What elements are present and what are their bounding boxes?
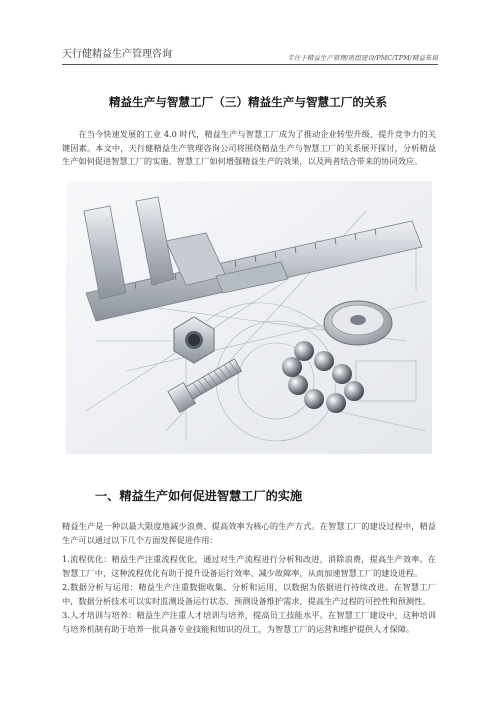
intro-paragraph: 在当今快速发展的工业 4.0 时代，精益生产与智慧工厂成为了推动企业转型升级、提升竞争力的关键因素。本文中，天行健精益生产管理咨询公司将围绕精益生产与智慧工厂的关系展开探讨，分析精益生产如何促进智慧工厂的实施、智慧工厂如何增强精益生产的效果，以及两者结合带来的协同效应。 [62, 129, 436, 166]
section-list [62, 553, 436, 637]
list-item: 1.流程优化：精益生产注重流程优化，通过对生产流程进行分析和改进，消除浪费，提高生产效率。在智慧工厂中，这种流程优化有助于提升设备运行效率、减少故障率，从而加速智慧工厂的建设进程。 [62, 554, 436, 578]
list-item: 3.人才培训与培养：精益生产注重人才培训与培养，提高员工技能水平。在智慧工厂建设中，这种培训与培养机制有助于培养一批具备专业技能和知识的员工，为智慧工厂的运营和维护提供人才保障。 [62, 610, 436, 634]
header-divider [62, 64, 438, 65]
section-heading: 一、精益生产如何促进智慧工厂的实施 [95, 489, 303, 503]
document-title: 精益生产与智慧工厂（三）精益生产与智慧工厂的关系 [108, 95, 388, 109]
caliper-and-engineering-drawing-photo [66, 181, 432, 454]
section-paragraph: 精益生产是一种以最大限度地减少浪费、提高效率为核心的生产方式。在智慧工厂的建设过程中，精益生产可以通过以下几个方面发挥促进作用： [62, 521, 436, 545]
header-company-name: 天行健精益生产管理咨询 [62, 49, 172, 60]
header-tagline: 专注于精益生产管理/班组建设/PMC/TPM/精益布局 [287, 54, 438, 62]
list-item: 2.数据分析与运用：精益生产注重数据收集、分析和运用，以数据为依据进行持续改进。在智慧工厂中，数据分析技术可以实时监测设备运行状态、预测设备维护需求，提高生产过程的可控性和预测性。 [62, 582, 436, 606]
